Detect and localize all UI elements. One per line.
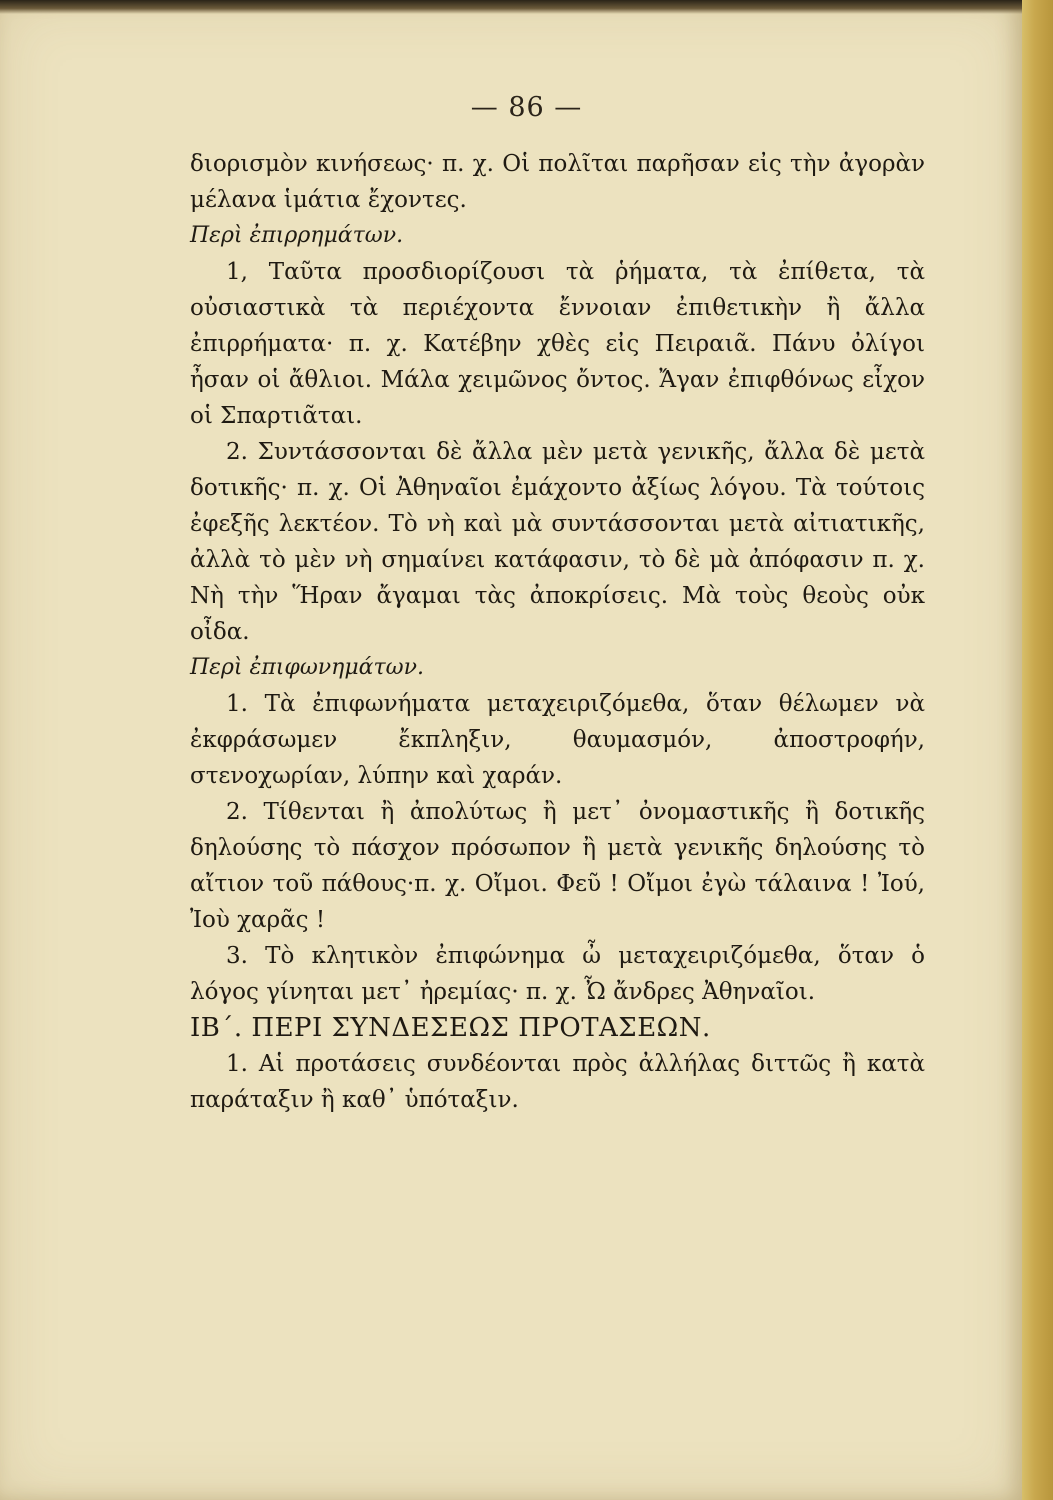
section-heading-adverbs: Περὶ ἐπιρρημάτων. <box>190 223 404 248</box>
page-edge <box>1022 0 1053 1500</box>
paragraph-continuation: διορισμὸν κινήσεως· π. χ. Οἱ πολῖται παρῆσαν εἰς τὴν ἀγορὰν μέλανα ἱμάτια ἔχοντες. <box>190 151 925 213</box>
page-body <box>190 146 925 1118</box>
interjections-paragraph-1: 1. Τὰ ἐπιφωνήματα μεταχειριζόμεθα, ὅταν θέλωμεν νὰ ἐκφράσωμεν ἔκπληξιν, θαυμασμόν, ἀποστροφήν, στενοχωρίαν, λύπην καὶ χαράν. <box>190 691 925 789</box>
clauses-paragraph-1: 1. Αἱ προτάσεις συνδέονται πρὸς ἀλλήλας διττῶς ἢ κατὰ παράταξιν ἢ καθ᾽ ὑπόταξιν. <box>190 1051 925 1113</box>
page-top-border <box>0 0 1022 14</box>
chapter-title: ΙΒ΄. ΠΕΡΙ ΣΥΝΔΕΣΕΩΣ ΠΡΟΤΑΣΕΩΝ. <box>190 1013 711 1043</box>
adverbs-paragraph-1: 1, Ταῦτα προσδιορίζουσι τὰ ῥήματα, τὰ ἐπίθετα, τὰ οὐσιαστικὰ τὰ περιέχοντα ἔννοιαν ἐπιθετικὴν ἢ ἄλλα ἐπιρρήματα· π. χ. Κατέβην χθὲς εἰς Πειραιᾶ. Πάνυ ὀλίγοι ἦσαν οἱ ἄθλιοι. Μάλα χειμῶνος ὄντος. Ἄγαν ἐπιφθόνως εἶχον οἱ Σπαρτιᾶται. <box>190 259 925 429</box>
section-heading-interjections: Περὶ ἐπιφωνημάτων. <box>190 655 424 680</box>
interjections-paragraph-3: 3. Τὸ κλητικὸν ἐπιφώνημα ὦ μεταχειριζόμεθα, ὅταν ὁ λόγος γίνηται μετ᾽ ἠρεμίας· π. χ. Ὦ ἄνδρες Ἀθηναῖοι. <box>190 943 925 1005</box>
adverbs-paragraph-2: 2. Συντάσσονται δὲ ἄλλα μὲν μετὰ γενικῆς, ἄλλα δὲ μετὰ δοτικῆς· π. χ. Οἱ Ἀθηναῖοι ἐμάχοντο ἀξίως λόγου. Τὰ τούτοις ἐφεξῆς λεκτέον. Τὸ νὴ καὶ μὰ συντάσσονται μετὰ αἰτιατικῆς, ἀλλὰ τὸ μὲν νὴ σημαίνει κατάφασιν, τὸ δὲ μὰ ἀπόφασιν π. χ. Νὴ τὴν Ἥραν ἄγαμαι τὰς ἀποκρίσεις. Μὰ τοὺς θεοὺς οὐκ οἶδα. <box>190 439 925 645</box>
interjections-paragraph-2: 2. Τίθενται ἢ ἀπολύτως ἢ μετ᾽ ὀνομαστικῆς ἢ δοτικῆς δηλούσης τὸ πάσχον πρόσωπον ἢ μετὰ γενικῆς δηλούσης τὸ αἴτιον τοῦ πάθους·π. χ. Οἴμοι. Φεῦ ! Οἴμοι ἐγὼ τάλαινα ! Ἰού, Ἰοὺ χαρᾶς ! <box>190 799 925 933</box>
page-number: — 86 — <box>470 92 583 123</box>
